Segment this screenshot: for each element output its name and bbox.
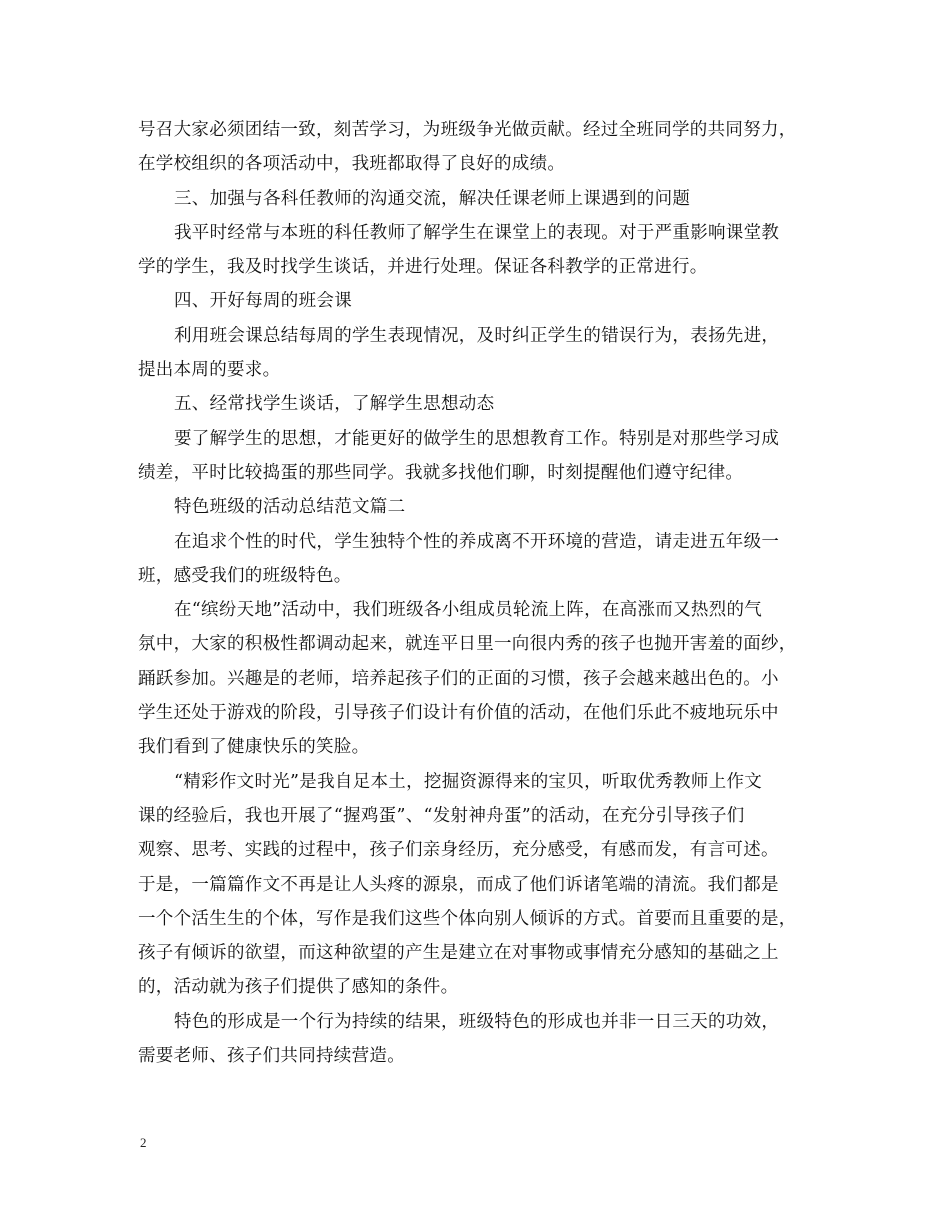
text-line: 要了解学生的思想，才能更好的做学生的思想教育工作。特别是对那些学习成 bbox=[174, 428, 780, 449]
text-line: 孩子有倾诉的欲望，而这种欲望的产生是建立在对事物或事情充分感知的基础之上 bbox=[138, 943, 779, 964]
text-line: 踊跃参加。兴趣是的老师，培养起孩子们的正面的习惯，孩子会越来越出色的。小 bbox=[138, 668, 779, 689]
text-line: 三、加强与各科任教师的沟通交流，解决任课老师上课遇到的问题 bbox=[174, 188, 691, 209]
text-line: 学生还处于游戏的阶段，引导孩子们设计有价值的活动，在他们乐此不疲地玩乐中 bbox=[138, 703, 779, 724]
text-line: 在“缤纷天地”活动中，我们班级各小组成员轮流上阵，在高涨而又热烈的气 bbox=[174, 600, 763, 621]
text-line: 一个个活生生的个体，写作是我们这些个体向别人倾诉的方式。首要而且重要的是， bbox=[138, 908, 797, 929]
text-line: 号召大家必须团结一致，刻苦学习，为班级争光做贡献。经过全班同学的共同努力， bbox=[138, 120, 797, 140]
text-line: 的，活动就为孩子们提供了感知的条件。 bbox=[138, 977, 459, 998]
text-line: 我们看到了健康快乐的笑脸。 bbox=[138, 737, 370, 758]
text-line: 四、开好每周的班会课 bbox=[174, 291, 352, 312]
page-number: 2 bbox=[140, 1135, 147, 1150]
text-line: 于是，一篇篇作文不再是让人头疼的源泉，而成了他们诉诸笔端的清流。我们都是 bbox=[138, 874, 779, 895]
document-body bbox=[138, 113, 828, 1073]
text-line: 利用班会课总结每周的学生表现情况，及时纠正学生的错误行为，表扬先进， bbox=[174, 325, 780, 346]
text-line: 学的学生，我及时找学生谈话，并进行处理。保证各科教学的正常进行。 bbox=[138, 257, 708, 278]
text-line: “精彩作文时光”是我自足本土，挖掘资源得来的宝贝，听取优秀教师上作文 bbox=[174, 771, 763, 792]
text-line: 五、经常找学生谈话，了解学生思想动态 bbox=[174, 394, 495, 415]
text-line: 我平时经常与本班的科任教师了解学生在课堂上的表现。对于严重影响课堂教 bbox=[174, 222, 780, 243]
text-line: 课的经验后，我也开展了“握鸡蛋”、“发射神舟蛋”的活动，在充分引导孩子们 bbox=[138, 805, 745, 826]
text-line: 需要老师、孩子们共同持续营造。 bbox=[138, 1046, 405, 1067]
text-line: 绩差，平时比较捣蛋的那些同学。我就多找他们聊，时刻提醒他们遵守纪律。 bbox=[138, 462, 744, 483]
text-line: 氛中，大家的积极性都调动起来，就连平日里一向很内秀的孩子也抛开害羞的面纱， bbox=[138, 634, 797, 655]
text-line: 特色的形成是一个行为持续的结果，班级特色的形成也并非一日三天的功效， bbox=[174, 1011, 780, 1032]
text-line: 观察、思考、实践的过程中，孩子们亲身经历，充分感受，有感而发，有言可述。 bbox=[138, 840, 779, 861]
text-line: 特色班级的活动总结范文篇二 bbox=[174, 497, 406, 518]
text-line: 在追求个性的时代，学生独特个性的养成离不开环境的营造，请走进五年级一 bbox=[174, 531, 780, 552]
text-line: 提出本周的要求。 bbox=[138, 360, 281, 381]
text-line: 班，感受我们的班级特色。 bbox=[138, 565, 352, 586]
text-line: 在学校组织的各项活动中，我班都取得了良好的成绩。 bbox=[138, 154, 566, 175]
